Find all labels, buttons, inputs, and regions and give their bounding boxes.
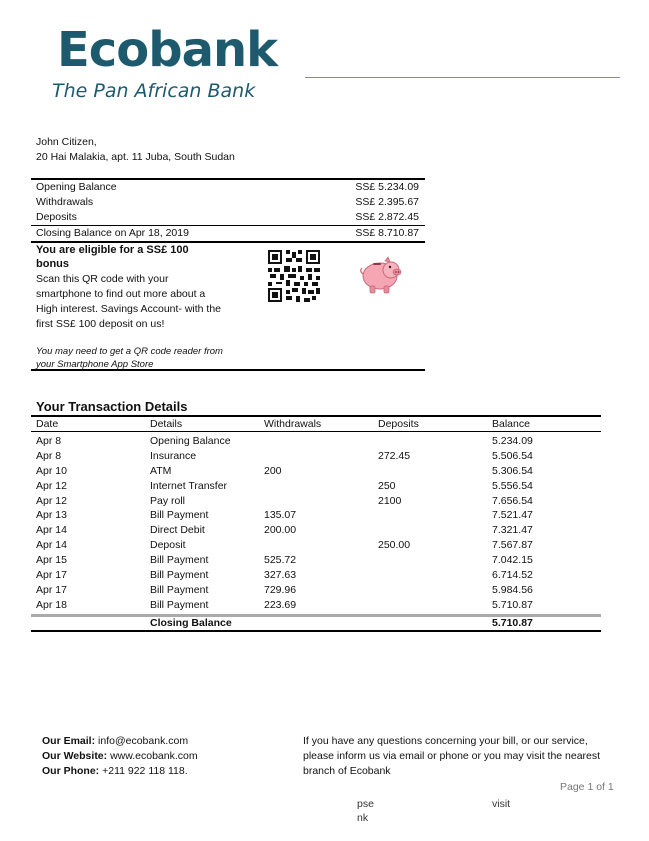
transactions-title: Your Transaction Details [36, 399, 188, 414]
cell-date: Apr 12 [36, 494, 67, 507]
faded-text: pse [357, 798, 374, 810]
faded-text: nk [357, 812, 369, 824]
customer-address: 20 Hai Malakia, apt. 11 Juba, South Sudan [36, 151, 235, 163]
transactions-table [31, 434, 601, 613]
cell-date: Apr 17 [36, 583, 67, 596]
cell-balance: 5.306.54 [492, 464, 533, 477]
header-deposits: Deposits [378, 418, 419, 430]
questions-text: If you have any questions concerning your bill, or our service, please inform us via email or phone or you may visit the nearest branch of Ecobank [303, 735, 601, 777]
cell-balance: 7.567.87 [492, 539, 533, 552]
cell-withdrawal: 729.96 [264, 583, 297, 596]
website-link[interactable]: www.ecobank.com [110, 750, 198, 762]
faded-text: visit [492, 798, 511, 810]
phone-value: +211 922 118 118. [102, 765, 188, 777]
promo-text: Scan this QR code with your smartphone to find out more about a High interest. Savings Account- with the first SS£ 100 deposit on us! [36, 273, 222, 330]
cell-withdrawal: 200 [264, 464, 282, 477]
email-link[interactable]: info@ecobank.com [98, 735, 189, 747]
cell-date: Apr 8 [36, 435, 62, 447]
contact-block [42, 734, 198, 779]
summary-label: Closing Balance on Apr 18, 2019 [36, 227, 189, 239]
contact-email-row [42, 734, 198, 749]
bank-tagline: The Pan African Bank [52, 80, 256, 102]
summary-value: SS£ 2.395.67 [355, 196, 419, 208]
header-balance: Balance [492, 418, 530, 430]
promo-divider [31, 369, 425, 371]
cell-balance: 5.710.87 [492, 598, 533, 611]
table-row [31, 583, 601, 598]
header-divider [305, 77, 620, 78]
summary-value: SS£ 8.710.87 [355, 227, 419, 239]
account-summary [31, 178, 425, 243]
cell-date: Apr 10 [36, 464, 67, 477]
cell-withdrawal: 135.07 [264, 509, 297, 522]
header-date: Date [36, 418, 59, 430]
website-label: Our Website: [42, 750, 108, 762]
table-row [31, 538, 601, 553]
cell-balance: 6.714.52 [492, 569, 533, 582]
cell-balance: 5.984.56 [492, 583, 533, 596]
promo-title: You are eligible for a SS£ 100 bonus [36, 244, 189, 270]
email-label: Our Email: [42, 735, 96, 747]
cell-details: Opening Balance [150, 435, 231, 447]
summary-row [31, 210, 425, 225]
cell-details: Internet Transfer [150, 479, 228, 492]
table-row [31, 508, 601, 523]
contact-phone-row [42, 764, 198, 779]
cell-details: Bill Payment [150, 554, 209, 567]
cell-date: Apr 13 [36, 509, 67, 522]
promo-note: You may need to get a QR code reader from your Smartphone App Store [36, 346, 223, 370]
table-row [31, 553, 601, 568]
cell-date: Apr 8 [36, 449, 62, 462]
cell-balance: 7.321.47 [492, 524, 533, 537]
table-row [31, 479, 601, 494]
cell-details: Bill Payment [150, 569, 209, 582]
cell-balance: 7.656.54 [492, 494, 533, 507]
phone-label: Our Phone: [42, 765, 100, 777]
summary-value: SS£ 2.872.45 [355, 211, 419, 223]
closing-label: Closing Balance [150, 617, 232, 629]
cell-deposit: 2100 [378, 494, 402, 507]
closing-balance-row [31, 616, 601, 630]
cell-date: Apr 15 [36, 554, 67, 567]
cell-balance: 7.042.15 [492, 554, 533, 567]
cell-deposit: 272.45 [378, 449, 411, 462]
cell-details: Deposit [150, 539, 186, 552]
cell-withdrawal: 327.63 [264, 569, 297, 582]
cell-balance: 5.234.09 [492, 435, 533, 447]
table-row [31, 449, 601, 464]
summary-label: Deposits [36, 211, 77, 223]
cell-details: Bill Payment [150, 583, 209, 596]
piggy-bank-icon [358, 254, 404, 296]
closing-value: 5.710.87 [492, 617, 533, 629]
cell-details: Bill Payment [150, 598, 209, 611]
customer-name: John Citizen, [36, 136, 97, 148]
cell-date: Apr 18 [36, 598, 67, 611]
cell-withdrawal: 223.69 [264, 598, 297, 611]
table-row [31, 464, 601, 479]
table-row [31, 568, 601, 583]
summary-label: Opening Balance [36, 181, 117, 193]
cell-details: ATM [150, 464, 172, 477]
cell-deposit: 250.00 [378, 539, 411, 552]
cell-details: Pay roll [150, 494, 186, 507]
table-header [31, 417, 601, 432]
cell-balance: 7.521.47 [492, 509, 533, 522]
cell-details: Insurance [150, 449, 197, 462]
table-row [31, 598, 601, 613]
cell-deposit: 250 [378, 479, 396, 492]
summary-row [31, 180, 425, 195]
cell-withdrawal: 525.72 [264, 554, 297, 567]
table-row [31, 494, 601, 509]
summary-value: SS£ 5.234.09 [355, 181, 419, 193]
page-number: Page 1 of 1 [560, 781, 614, 793]
bank-logo: Ecobank [57, 22, 278, 78]
summary-label: Withdrawals [36, 196, 94, 208]
cell-date: Apr 12 [36, 479, 67, 492]
cell-details: Direct Debit [150, 524, 205, 537]
cell-date: Apr 14 [36, 524, 67, 537]
cell-details: Bill Payment [150, 509, 209, 522]
cell-date: Apr 17 [36, 569, 67, 582]
table-row [31, 434, 601, 449]
cell-balance: 5.556.54 [492, 479, 533, 492]
qr-code-icon[interactable] [268, 250, 320, 302]
contact-website-row [42, 749, 198, 764]
summary-row [31, 195, 425, 210]
summary-row-closing [31, 225, 425, 243]
header-withdrawals: Withdrawals [264, 418, 322, 430]
closing-rule [31, 630, 601, 632]
cell-balance: 5.506.54 [492, 449, 533, 462]
table-row [31, 523, 601, 538]
cell-withdrawal: 200.00 [264, 524, 297, 537]
header-details: Details [150, 418, 183, 430]
cell-date: Apr 14 [36, 539, 67, 552]
